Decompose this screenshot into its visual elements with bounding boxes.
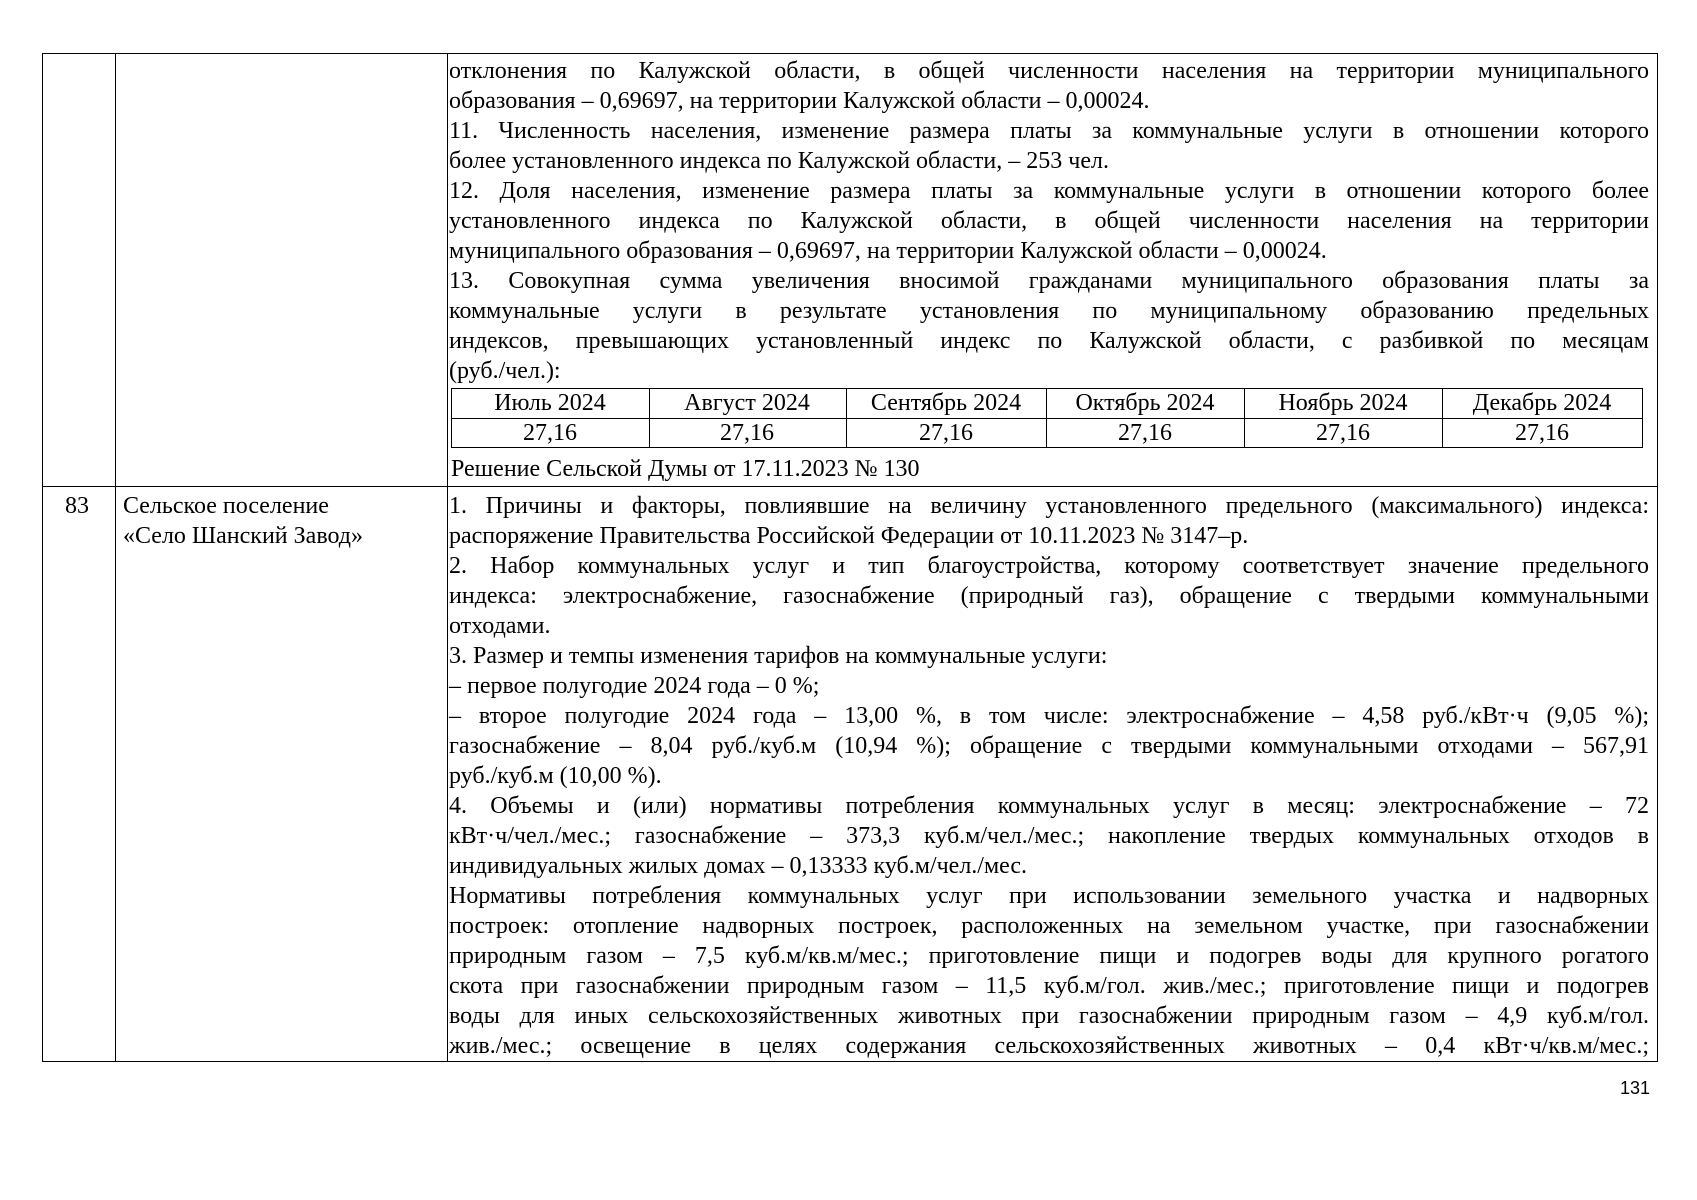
text-line: скота при газоснабжении природным газом – 11,5 куб.м/гол. жив./мес.; приготовление пищи и подогрев <box>449 973 1649 999</box>
text-line: 3. Размер и темпы изменения тарифов на коммунальные услуги: <box>449 643 1108 669</box>
text-line: газоснабжение – 8,04 руб./куб.м (10,94 %); обращение с твердыми коммунальными отходами – 567,91 <box>449 733 1649 759</box>
text-line: индексов, превышающих установленный индекс по Калужской области, с разбивкой по месяцам <box>449 328 1649 354</box>
text-line: индекса: электроснабжение, газоснабжение (природный газ), обращение с твердыми коммунальными <box>449 583 1649 609</box>
text-line: 13. Совокупная сумма увеличения вносимой гражданами муниципального образования платы за <box>449 268 1649 294</box>
text-line: более установленного индекса по Калужской области, – 253 чел. <box>449 148 1109 174</box>
text-line: муниципального образования – 0,69697, на территории Калужской области – 0,00024. <box>449 238 1327 264</box>
row-divider <box>43 486 1657 487</box>
text-line: (руб./чел.): <box>449 358 561 384</box>
text-line: коммунальные услуги в результате установления по муниципальному образованию предельных <box>449 298 1649 324</box>
text-line: индивидуальных жилых домах – 0,13333 куб.м/чел./мес. <box>449 853 1028 879</box>
month-value: 27,16 <box>1316 420 1370 446</box>
month-value: 27,16 <box>720 420 774 446</box>
month-header: Июль 2024 <box>494 390 606 416</box>
text-line: воды для иных сельскохозяйственных животных при газоснабжении природным газом – 4,9 куб.м/гол. <box>449 1003 1649 1029</box>
text-line: жив./мес.; освещение в целях содержания сельскохозяйственных животных – 0,4 кВт·ч/кв.м/мес.; <box>449 1033 1649 1059</box>
text-line: природным газом – 7,5 куб.м/кв.м/мес.; приготовление пищи и подогрев воды для крупного рогатого <box>449 943 1649 969</box>
month-header: Август 2024 <box>684 390 810 416</box>
decision-text: Решение Сельской Думы от 17.11.2023 № 130 <box>451 456 920 482</box>
column-divider-2 <box>447 54 448 1061</box>
text-line: установленного индекса по Калужской области, в общей численности населения на территории <box>449 208 1649 234</box>
text-line: 1. Причины и факторы, повлиявшие на величину установленного предельного (максимального) индекса: <box>449 493 1649 519</box>
text-line: 4. Объемы и (или) нормативы потребления коммунальных услуг в месяц: электроснабжение – 72 <box>449 793 1649 819</box>
row83-text <box>449 491 1649 1061</box>
month-value: 27,16 <box>919 420 973 446</box>
month-header: Октябрь 2024 <box>1075 390 1215 416</box>
text-line: Нормативы потребления коммунальных услуг при использовании земельного участка и надворных <box>449 883 1649 909</box>
page-number: 131 <box>1620 1078 1651 1098</box>
text-line: 2. Набор коммунальных услуг и тип благоустройства, которому соответствует значение предельного <box>449 553 1649 579</box>
name-line: Сельское поселение <box>123 493 329 519</box>
month-value: 27,16 <box>1118 420 1172 446</box>
row-number: 83 <box>65 493 89 519</box>
text-line: образования – 0,69697, на территории Калужской области – 0,00024. <box>449 88 1150 114</box>
text-line: распоряжение Правительства Российской Федерации от 10.11.2023 № 3147–р. <box>449 523 1249 549</box>
text-line: кВт·ч/чел./мес.; газоснабжение – 373,3 куб.м/чел./мес.; накопление твердых коммунальных отходов в <box>449 823 1649 849</box>
monthly-table <box>451 388 1643 448</box>
data-table <box>42 53 1658 1062</box>
month-header: Декабрь 2024 <box>1472 390 1612 416</box>
text-line: – второе полугодие 2024 года – 13,00 %, в том числе: электроснабжение – 4,58 руб./кВт·ч (9,05 %); <box>449 703 1649 729</box>
prev-row-text <box>449 56 1649 386</box>
municipality-name <box>123 491 423 551</box>
text-line: 11. Численность населения, изменение размера платы за коммунальные услуги в отношении которого <box>449 118 1649 144</box>
month-header: Ноябрь 2024 <box>1278 390 1408 416</box>
month-value: 27,16 <box>1515 420 1569 446</box>
text-line: построек: отопление надворных построек, расположенных на земельном участке, при газоснабжении <box>449 913 1649 939</box>
name-line: «Село Шанский Завод» <box>123 523 363 549</box>
month-value: 27,16 <box>523 420 577 446</box>
text-line: отходами. <box>449 613 551 639</box>
text-line: руб./куб.м (10,00 %). <box>449 763 662 789</box>
column-divider-1 <box>115 54 116 1061</box>
text-line: – первое полугодие 2024 года – 0 %; <box>449 673 820 699</box>
text-line: отклонения по Калужской области, в общей численности населения на территории муниципального <box>449 58 1649 84</box>
month-header: Сентябрь 2024 <box>870 390 1022 416</box>
text-line: 12. Доля населения, изменение размера платы за коммунальные услуги в отношении которого более <box>449 178 1649 204</box>
